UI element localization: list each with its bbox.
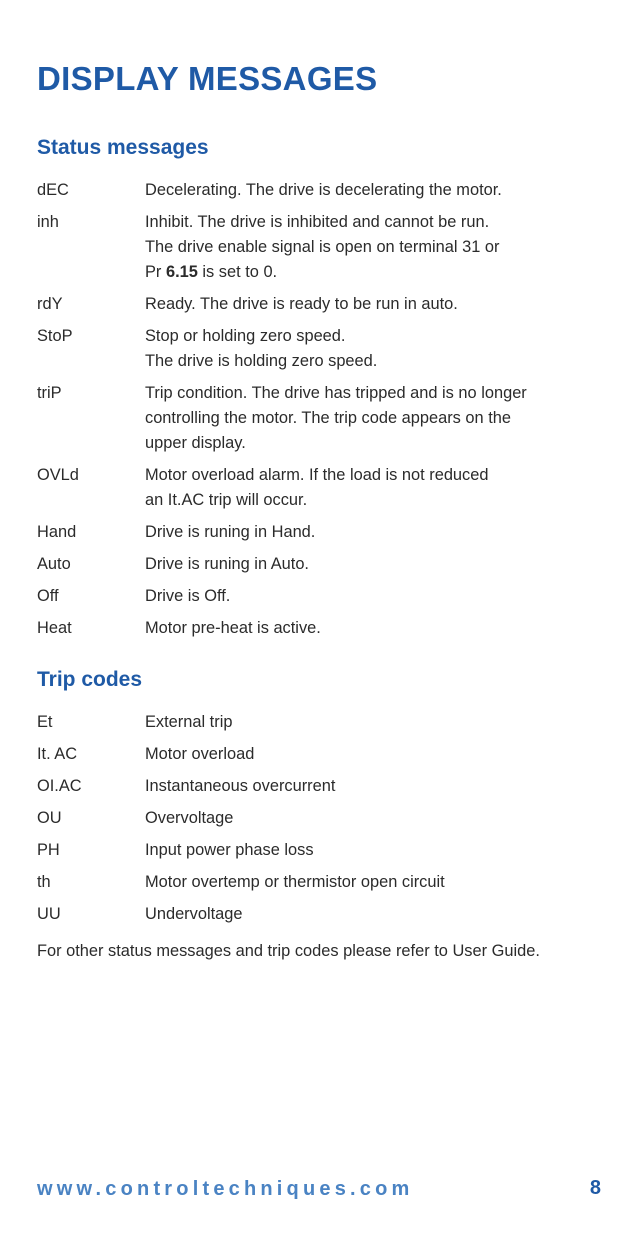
description-line: Trip condition. The drive has tripped and is no longer [145,384,527,402]
status-code: dEC [37,181,69,199]
trip-description [145,870,597,895]
description-line: Motor overload alarm. If the load is not reduced [145,466,489,484]
page-number: 8 [589,1177,601,1199]
trip-description [145,806,597,831]
trip-row [37,870,597,895]
description-line: Inhibit. The drive is inhibited and cannot be run. [145,213,490,231]
website-url: www.controltechniques.com [37,1178,414,1200]
trip-row [37,806,597,831]
status-description [145,520,597,545]
description-line: Motor overload [145,745,255,763]
trip-row [37,710,597,735]
description-line: Drive is runing in Hand. [145,523,316,541]
parameter-prefix: Pr [145,263,166,281]
status-code: Hand [37,523,77,541]
status-messages-list [37,178,597,648]
status-row [37,616,597,641]
trip-code: OI.AC [37,777,82,795]
description-line: External trip [145,713,233,731]
trip-row [37,902,597,927]
description-line: Instantaneous overcurrent [145,777,336,795]
status-row [37,381,597,456]
status-code: rdY [37,295,63,313]
status-row [37,552,597,577]
parameter-line [145,260,597,285]
description-line: Overvoltage [145,809,234,827]
status-row [37,210,597,285]
trip-description [145,838,597,863]
trip-codes-heading: Trip codes [37,668,143,691]
trip-codes-list [37,710,597,934]
page [37,0,601,1233]
status-description [145,381,597,456]
description-line: controlling the motor. The trip code appears on the [145,409,511,427]
description-line: Undervoltage [145,905,243,923]
trip-code: It. AC [37,745,78,763]
status-row [37,463,597,513]
description-line: Motor pre-heat is active. [145,619,321,637]
description-line: Decelerating. The drive is decelerating the motor. [145,181,502,199]
status-description [145,584,597,609]
parameter-suffix: is set to 0. [197,263,278,281]
status-code: Auto [37,555,71,573]
trip-description [145,902,597,927]
status-row [37,292,597,317]
status-code: Heat [37,619,72,637]
description-line: The drive enable signal is open on terminal 31 or [145,238,500,256]
description-line: Drive is runing in Auto. [145,555,309,573]
status-description [145,324,597,374]
description-line: Motor overtemp or thermistor open circuit [145,873,445,891]
status-description [145,616,597,641]
trip-code: Et [37,713,53,731]
status-code: Off [37,587,59,605]
trip-description [145,774,597,799]
trip-code: OU [37,809,62,827]
trip-description [145,710,597,735]
status-row [37,584,597,609]
description-line: Stop or holding zero speed. [145,327,346,345]
parameter-number: 6.15 [165,263,198,281]
page-title: DISPLAY MESSAGES [37,60,378,97]
trip-row [37,838,597,863]
status-code: OVLd [37,466,79,484]
trip-description [145,742,597,767]
status-description [145,292,597,317]
status-description [145,463,597,513]
description-line: an It.AC trip will occur. [145,491,308,509]
status-code: triP [37,384,62,402]
status-row [37,520,597,545]
trip-code: UU [37,905,61,923]
status-row [37,324,597,374]
description-line: Input power phase loss [145,841,314,859]
status-description [145,210,597,285]
trip-row [37,774,597,799]
status-code: StoP [37,327,73,345]
status-code: inh [37,213,59,231]
description-line: Drive is Off. [145,587,231,605]
status-description [145,552,597,577]
description-line: The drive is holding zero speed. [145,352,378,370]
footer-note: For other status messages and trip codes please refer to User Guide. [37,942,540,960]
trip-row [37,742,597,767]
description-line: upper display. [145,434,246,452]
trip-code: PH [37,841,60,859]
trip-code: th [37,873,51,891]
description-line: Ready. The drive is ready to be run in auto. [145,295,458,313]
status-description [145,178,597,203]
status-messages-heading: Status messages [37,136,209,159]
status-row [37,178,597,203]
